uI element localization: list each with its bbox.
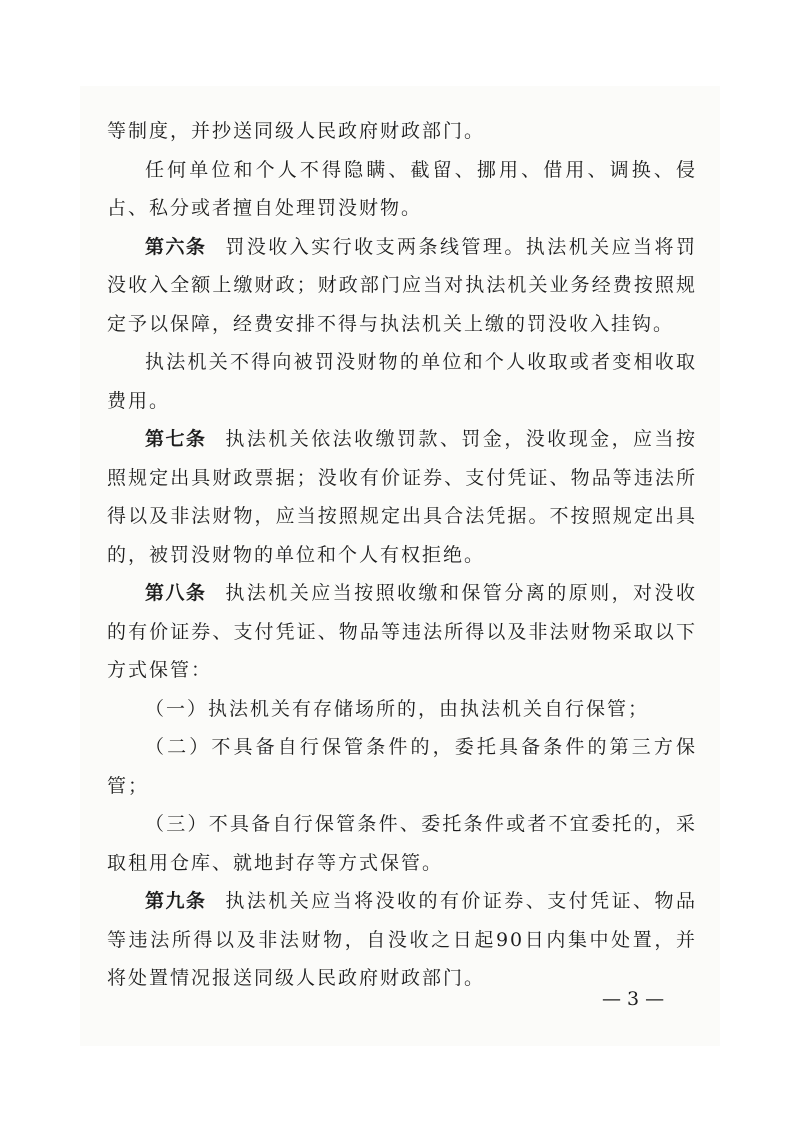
article-9 <box>107 882 697 998</box>
list-item-1 <box>107 690 697 729</box>
paragraph-text: 任何单位和个人不得隐瞒、截留、挪用、借用、调换、侵占、私分或者擅自处理罚没财物。 <box>107 158 697 219</box>
paragraph-2 <box>107 151 697 228</box>
paragraph-text: 执法机关应当按照收缴和保管分离的原则，对没收的有价证券、支付凭证、物品等违法所得以及非法财物采取以下方式保管： <box>107 582 697 681</box>
list-item-text: （一）执法机关有存储场所的，由执法机关自行保管； <box>145 697 650 720</box>
article-8 <box>107 574 697 690</box>
paragraph-text: 罚没收入实行收支两条线管理。执法机关应当将罚没收入全额上缴财政；财政部门应当对执法机关业务经费按照规定予以保障，经费安排不得与执法机关上缴的罚没收入挂钩。 <box>107 235 697 335</box>
paragraph-1 <box>107 112 697 151</box>
page-number: — 3 — <box>602 988 665 1010</box>
list-item-3 <box>107 805 697 882</box>
article-heading: 第七条 <box>145 428 207 450</box>
list-item-text: （三）不具备自行保管条件、委托条件或者不宜委托的，采取租用仓库、就地封存等方式保管。 <box>107 813 697 874</box>
article-heading: 第八条 <box>145 582 207 604</box>
paragraph-text: 执法机关依法收缴罚款、罚金，没收现金，应当按照规定出具财政票据；没收有价证券、支付凭证、物品等违法所得以及非法财物，应当按照规定出具合法凭据。不按照规定出具的，被罚没财物的单位和个人有权拒绝。 <box>107 428 697 566</box>
paragraph-text: 执法机关应当将没收的有价证券、支付凭证、物品等违法所得以及非法财物，自没收之日起90日内集中处置，并将处置情况报送同级人民政府财政部门。 <box>107 890 697 989</box>
list-item-text: （二）不具备自行保管条件的，委托具备条件的第三方保管； <box>107 736 697 797</box>
paragraph-4 <box>107 343 697 420</box>
article-7 <box>107 420 697 574</box>
article-heading: 第九条 <box>145 890 207 912</box>
article-6 <box>107 228 697 344</box>
article-heading: 第六条 <box>145 235 207 258</box>
paragraph-text: 执法机关不得向被罚没财物的单位和个人收取或者变相收取费用。 <box>107 351 697 412</box>
paragraph-text: 等制度，并抄送同级人民政府财政部门。 <box>107 120 486 142</box>
document-body <box>107 112 697 998</box>
list-item-2 <box>107 728 697 805</box>
